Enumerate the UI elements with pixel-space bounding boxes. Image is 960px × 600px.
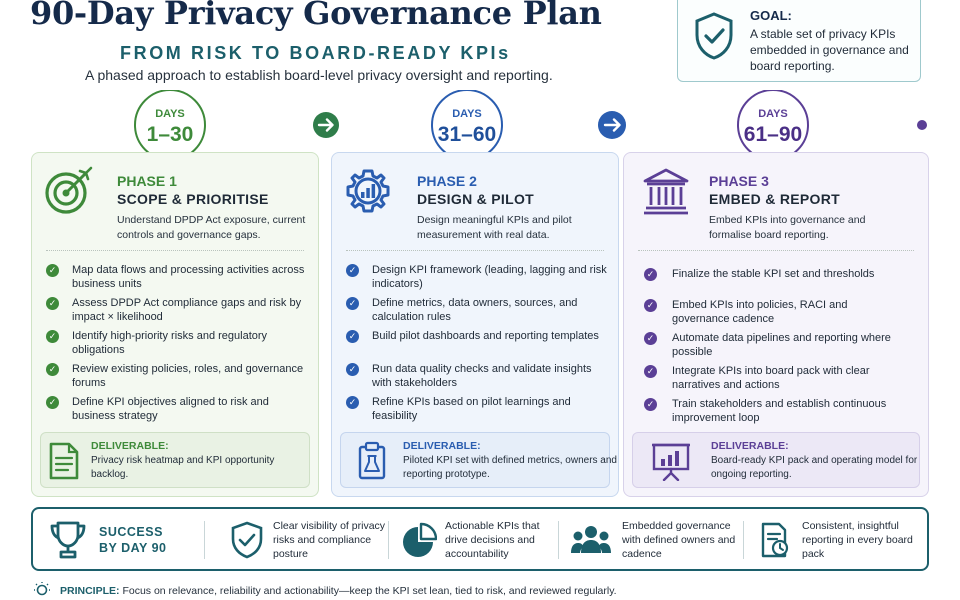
check-icon: ✓	[644, 268, 657, 281]
task-item	[638, 331, 900, 359]
task-item	[346, 395, 608, 423]
phase-card-1	[31, 152, 319, 497]
trophy-icon	[49, 519, 87, 561]
task-text: Identify high-priority risks and regulatory obligations	[72, 330, 268, 356]
task-item	[46, 395, 308, 423]
task-item	[346, 263, 608, 291]
deliverable-label: DELIVERABLE:	[91, 440, 169, 452]
days-label: DAYS	[155, 108, 185, 120]
people-icon	[570, 521, 612, 559]
task-list	[46, 263, 308, 428]
outcome-text: Clear visibility of privacy risks and compliance posture	[273, 520, 386, 560]
success-title-line-1: SUCCESS	[99, 525, 163, 539]
phase-description: Embed KPIs into governance and formalise board reporting.	[709, 214, 866, 241]
phase-description: Understand DPDP Act exposure, current controls and governance gaps.	[117, 214, 306, 241]
task-item	[346, 296, 608, 324]
phase-label: PHASE 2	[417, 173, 477, 189]
timeline-end-dot	[917, 120, 927, 130]
separator	[558, 521, 559, 559]
page-subtitle: FROM RISK TO BOARD-READY KPIs	[120, 43, 511, 63]
days-marker-3	[738, 90, 808, 160]
task-text: Run data quality checks and validate insights with stakeholders	[372, 363, 592, 389]
check-icon: ✓	[644, 398, 657, 411]
task-item	[638, 298, 900, 326]
task-text: Review existing policies, roles, and governance forums	[72, 363, 304, 389]
check-icon: ✓	[46, 396, 59, 409]
task-item	[346, 329, 608, 357]
check-icon: ✓	[46, 330, 59, 343]
task-item	[46, 362, 308, 390]
days-label: DAYS	[758, 108, 788, 120]
target-icon	[42, 165, 94, 217]
deliverable-box	[632, 432, 920, 488]
divider	[638, 250, 914, 251]
check-icon: ✓	[644, 299, 657, 312]
shield-check-icon	[229, 521, 265, 559]
separator	[204, 521, 205, 559]
task-item	[638, 267, 900, 293]
task-text: Automate data pipelines and reporting where possible	[672, 332, 891, 358]
outcome-text: Embedded governance with defined owners and cadence	[622, 520, 736, 560]
principle-text: Focus on relevance, reliability and actionability—keep the KPI set lean, tied to risk, and reviewed regularly.	[122, 585, 617, 597]
outcome-text: Consistent, insightful reporting in every board pack	[802, 520, 913, 560]
outcome-text: Actionable KPIs that drive decisions and accountability	[445, 520, 540, 560]
check-icon: ✓	[644, 332, 657, 345]
page-title: 90-Day Privacy Governance Plan	[30, 0, 602, 32]
task-item	[46, 296, 308, 324]
document-icon	[47, 441, 81, 481]
check-icon: ✓	[346, 330, 359, 343]
deliverable-text: Piloted KPI set with defined metrics, owners and reporting prototype.	[403, 455, 617, 480]
phase-card-2	[331, 152, 619, 497]
timeline-arrow-1	[313, 112, 339, 138]
check-icon: ✓	[346, 297, 359, 310]
divider	[346, 250, 604, 251]
deliverable-box	[40, 432, 310, 488]
check-icon: ✓	[46, 297, 59, 310]
task-item	[346, 362, 608, 390]
phase-description: Design meaningful KPIs and pilot measurement with real data.	[417, 214, 572, 241]
task-text: Define metrics, data owners, sources, and calculation rules	[372, 297, 578, 323]
deliverable-label: DELIVERABLE:	[403, 440, 481, 452]
timeline-arrow-2	[598, 111, 626, 139]
success-title	[99, 524, 167, 556]
deliverable-text: Board-ready KPI pack and operating model for ongoing reporting.	[711, 455, 918, 480]
task-item	[46, 263, 308, 291]
task-text: Embed KPIs into policies, RACI and governance cadence	[672, 299, 848, 325]
timeline	[0, 90, 960, 160]
shield-check-icon	[692, 11, 736, 61]
report-clock-icon	[758, 521, 794, 559]
task-list	[638, 267, 900, 430]
goal-label: GOAL:	[750, 8, 792, 23]
task-text: Define KPI objectives aligned to risk and business strategy	[72, 396, 269, 422]
phase-label: PHASE 1	[117, 173, 177, 189]
task-item	[46, 329, 308, 357]
success-bar	[31, 507, 929, 571]
task-text: Map data flows and processing activities across business units	[72, 264, 305, 290]
phase-label: PHASE 3	[709, 173, 769, 189]
check-icon: ✓	[346, 363, 359, 376]
task-text: Integrate KPIs into board pack with clear narratives and actions	[672, 365, 870, 391]
task-text: Finalize the stable KPI set and thresholds	[672, 268, 875, 280]
check-icon: ✓	[46, 363, 59, 376]
phase-name: EMBED & REPORT	[709, 191, 840, 207]
days-range: 1–30	[146, 123, 194, 146]
task-list	[346, 263, 608, 428]
days-marker-1	[135, 90, 205, 160]
presentation-chart-icon	[651, 441, 691, 481]
task-text: Assess DPDP Act compliance gaps and risk by impact × likelihood	[72, 297, 302, 323]
principle-line	[36, 585, 617, 597]
institution-icon	[640, 165, 692, 217]
divider	[46, 250, 304, 251]
check-icon: ✓	[346, 264, 359, 277]
success-title-line-2: BY DAY 90	[99, 541, 167, 555]
check-icon: ✓	[46, 264, 59, 277]
check-icon: ✓	[644, 365, 657, 378]
principle-label: PRINCIPLE:	[60, 585, 120, 597]
phase-name: DESIGN & PILOT	[417, 191, 534, 207]
days-range: 61–90	[743, 123, 803, 146]
lightbulb-icon	[34, 582, 50, 600]
deliverable-text: Privacy risk heatmap and KPI opportunity backlog.	[91, 455, 275, 480]
task-text: Train stakeholders and establish continuous improvement loop	[672, 398, 887, 424]
days-range: 31–60	[437, 123, 497, 146]
task-text: Design KPI framework (leading, lagging and risk indicators)	[372, 264, 607, 290]
days-label: DAYS	[452, 108, 482, 120]
pie-chart-icon	[401, 521, 437, 559]
task-item	[638, 364, 900, 392]
goal-box	[677, 0, 921, 82]
days-marker-2	[432, 90, 502, 160]
separator	[743, 521, 744, 559]
page-tagline: A phased approach to establish board-level privacy oversight and reporting.	[85, 67, 553, 83]
phase-name: SCOPE & PRIORITISE	[117, 191, 269, 207]
deliverable-box	[340, 432, 617, 488]
deliverable-label: DELIVERABLE:	[711, 440, 789, 452]
clipboard-flask-icon	[355, 441, 389, 481]
phase-card-3	[623, 152, 929, 497]
check-icon: ✓	[346, 396, 359, 409]
task-item	[638, 397, 900, 425]
task-text: Refine KPIs based on pilot learnings and feasibility	[372, 396, 571, 422]
separator	[388, 521, 389, 559]
gear-chart-icon	[342, 165, 394, 217]
goal-text: A stable set of privacy KPIs embedded in governance and board reporting.	[750, 27, 909, 73]
task-text: Build pilot dashboards and reporting templates	[372, 330, 599, 342]
